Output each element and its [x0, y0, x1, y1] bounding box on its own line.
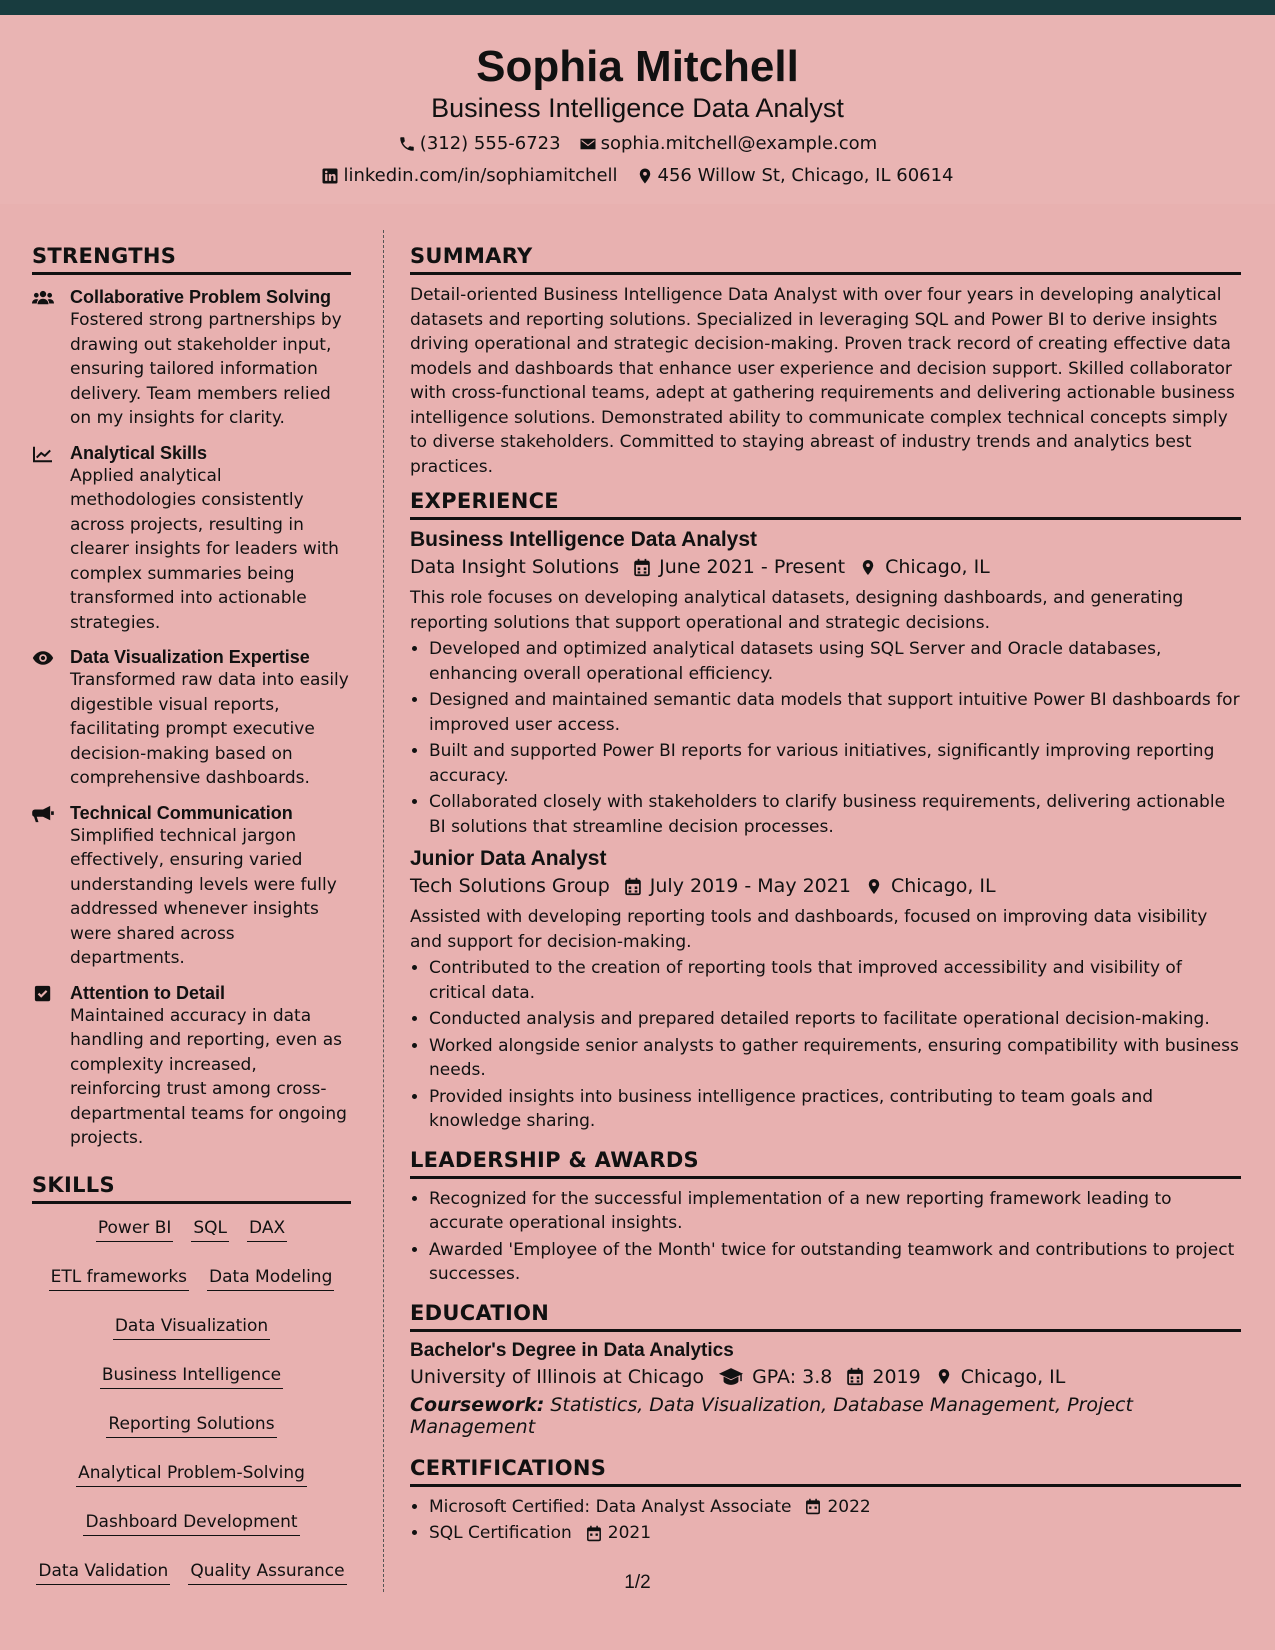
job-location: Chicago, IL [885, 556, 990, 578]
chart-line-icon [32, 445, 54, 463]
summary-text: Detail-oriented Business Intelligence Data Analyst with over four years in developing analytical datasets and reporting solutions. Specialized in leveraging SQL and Power BI to derive insights driving operational and strategic decision-making. Proven track record of creating effective data models and dashboards that enhance user experience and decision support. Skilled collaborator with cross-functional teams, adept at gathering requirements and delivering actionable business intelligence solutions. Demonstrated ability to communicate complex technical concepts simply to diverse stakeholders. Committed to staying abreast of industry trends and analytics best practices. [410, 285, 1235, 477]
skill-tag: DAX [247, 1218, 287, 1242]
leadership-list [410, 1187, 1241, 1287]
envelope-icon [579, 135, 597, 153]
list-item: • Collaborated closely with stakeholders to clarify business requirements, delivering actionable BI solutions that streamline decision processes. [429, 790, 1241, 839]
school-location: Chicago, IL [960, 1365, 1066, 1388]
strengths-heading: STRENGTHS [32, 244, 351, 275]
list-item [429, 1521, 1241, 1546]
column-divider [383, 230, 384, 1592]
strength-title: Data Visualization Expertise [70, 647, 310, 667]
strength-desc: Simplified technical jargon effectively, ensuring varied understanding levels were fully addressed whenever insights were shared across departments. [70, 825, 337, 968]
coursework-label: Coursework: [410, 1393, 545, 1416]
calendar-icon [846, 1367, 864, 1386]
strength-desc: Maintained accuracy in data handling and reporting, even as complexity increased, reinforcing trust among cross-departmental teams for ongoing projects. [70, 1005, 347, 1148]
job-bullets [410, 637, 1241, 839]
skill-tag: Reporting Solutions [106, 1414, 276, 1438]
school-name: University of Illinois at Chicago [410, 1365, 705, 1388]
coursework-list: Statistics, Data Visualization, Database Management, Project Management [410, 1393, 1133, 1438]
skill-tag: SQL [191, 1218, 229, 1242]
strength-item [32, 983, 351, 1151]
job-dates: July 2019 - May 2021 [649, 875, 851, 897]
users-icon [32, 289, 54, 307]
cert-year: 2021 [607, 1523, 652, 1543]
list-item: • Worked alongside senior analysts to gather requirements, ensuring compatibility with business needs. [429, 1034, 1241, 1083]
job-company: Tech Solutions Group [410, 875, 610, 897]
strength-item [32, 647, 351, 791]
strength-item [32, 443, 351, 636]
map-pin-icon [865, 877, 883, 896]
skill-tag: ETL frameworks [49, 1267, 189, 1291]
education-heading: EDUCATION [410, 1301, 1241, 1332]
strength-desc: Applied analytical methodologies consistently across projects, resulting in clearer insights for leaders with complex summaries being transformed into actionable strategies. [70, 465, 339, 633]
job-dates: June 2021 - Present [659, 556, 846, 578]
map-pin-icon [859, 558, 877, 577]
candidate-name: Sophia Mitchell [476, 42, 799, 91]
job-description: Assisted with developing reporting tools and dashboards, focused on improving data visibility and support for decision-making. [410, 907, 1208, 952]
page-number: 1/2 [624, 1572, 651, 1593]
job-entry [410, 847, 1241, 1134]
job-company: Data Insight Solutions [410, 556, 620, 578]
strength-item [32, 803, 351, 971]
job-title: Business Intelligence Data Analyst [410, 528, 758, 551]
job-bullets [410, 956, 1241, 1134]
strength-title: Collaborative Problem Solving [70, 287, 332, 307]
list-item: • Contributed to the creation of reporting tools that improved accessibility and visibility of critical data. [429, 956, 1241, 1005]
phone-contact [398, 133, 561, 154]
linkedin-icon [321, 167, 339, 185]
cert-name: • SQL Certification [429, 1523, 572, 1543]
leadership-heading: LEADERSHIP & AWARDS [410, 1148, 1241, 1179]
map-pin-icon [636, 167, 654, 185]
calendar-icon [586, 1525, 602, 1542]
certifications-heading: CERTIFICATIONS [410, 1456, 1241, 1487]
linkedin-contact[interactable] [321, 165, 617, 186]
skills-heading: SKILLS [32, 1173, 351, 1204]
calendar-icon [624, 877, 642, 896]
list-item: • Conducted analysis and prepared detailed reports to facilitate operational decision-making. [429, 1007, 1241, 1032]
cert-name: • Microsoft Certified: Data Analyst Associate [429, 1496, 792, 1517]
graduation-cap-icon [718, 1367, 744, 1386]
strength-desc: Fostered strong partnerships by drawing out stakeholder input, ensuring tailored information delivery. Team members relied on my insights for clarity. [70, 310, 342, 428]
checkbox-icon [32, 985, 54, 1003]
top-bar [0, 0, 1275, 15]
degree-title: Bachelor's Degree in Data Analytics [410, 1339, 734, 1361]
map-pin-icon [935, 1367, 953, 1386]
list-item: • Awarded 'Employee of the Month' twice for outstanding teamwork and contributions to project successes. [429, 1238, 1241, 1287]
gpa: GPA: 3.8 [752, 1365, 833, 1388]
resume-header [0, 15, 1275, 204]
job-location: Chicago, IL [890, 875, 996, 897]
skill-tag: Dashboard Development [83, 1512, 299, 1536]
phone-text: (312) 555-6723 [419, 133, 561, 154]
list-item: • Built and supported Power BI reports for various initiatives, significantly improving reporting accuracy. [429, 739, 1241, 788]
strength-item [32, 287, 351, 431]
strength-title: Technical Communication [70, 802, 293, 823]
graduation-year: 2019 [872, 1365, 921, 1388]
right-column [410, 244, 1241, 1548]
strength-desc: Transformed raw data into easily digestible visual reports, facilitating prompt executive decision-making based on comprehensive dashboards. [70, 670, 349, 788]
list-item: • Provided insights into business intelligence practices, contributing to team goals and knowledge sharing. [429, 1085, 1241, 1134]
list-item: • Designed and maintained semantic data models that support intuitive Power BI dashboards for improved user access. [429, 688, 1241, 737]
coursework [410, 1394, 1241, 1438]
certifications-list [410, 1495, 1241, 1546]
skills-list [32, 1214, 351, 1606]
eye-icon [32, 649, 54, 667]
list-item [429, 1495, 1241, 1520]
skill-tag: Data Validation [36, 1561, 170, 1585]
address-contact [636, 165, 954, 186]
summary-heading: SUMMARY [410, 244, 1241, 275]
experience-heading: EXPERIENCE [410, 489, 1241, 520]
email-text[interactable]: sophia.mitchell@example.com [600, 133, 878, 154]
linkedin-text[interactable]: linkedin.com/in/sophiamitchell [343, 165, 618, 186]
left-column [32, 244, 351, 1606]
strength-title: Attention to Detail [70, 982, 225, 1003]
strength-title: Analytical Skills [70, 442, 208, 463]
list-item: • Developed and optimized analytical datasets using SQL Server and Oracle databases, enhancing overall operational efficiency. [429, 637, 1241, 686]
job-description: This role focuses on developing analytical datasets, designing dashboards, and generating reporting solutions that support operational and strategic decisions. [410, 588, 1184, 633]
calendar-icon [805, 1498, 821, 1515]
skill-tag: Data Visualization [113, 1316, 270, 1340]
skill-tag: Quality Assurance [188, 1561, 346, 1585]
bullhorn-icon [32, 805, 54, 823]
candidate-title: Business Intelligence Data Analyst [431, 93, 844, 123]
phone-icon [398, 135, 416, 153]
skill-tag: Data Modeling [207, 1267, 334, 1291]
cert-year: 2022 [827, 1496, 871, 1517]
list-item: • Recognized for the successful implementation of a new reporting framework leading to accurate operational insights. [429, 1187, 1241, 1236]
calendar-icon [633, 558, 651, 577]
address-text: 456 Willow St, Chicago, IL 60614 [657, 165, 954, 186]
skill-tag: Power BI [96, 1218, 173, 1242]
job-entry [410, 528, 1241, 839]
job-title: Junior Data Analyst [410, 847, 607, 870]
skill-tag: Business Intelligence [100, 1365, 283, 1389]
email-contact[interactable] [579, 133, 878, 154]
skill-tag: Analytical Problem-Solving [76, 1463, 307, 1487]
